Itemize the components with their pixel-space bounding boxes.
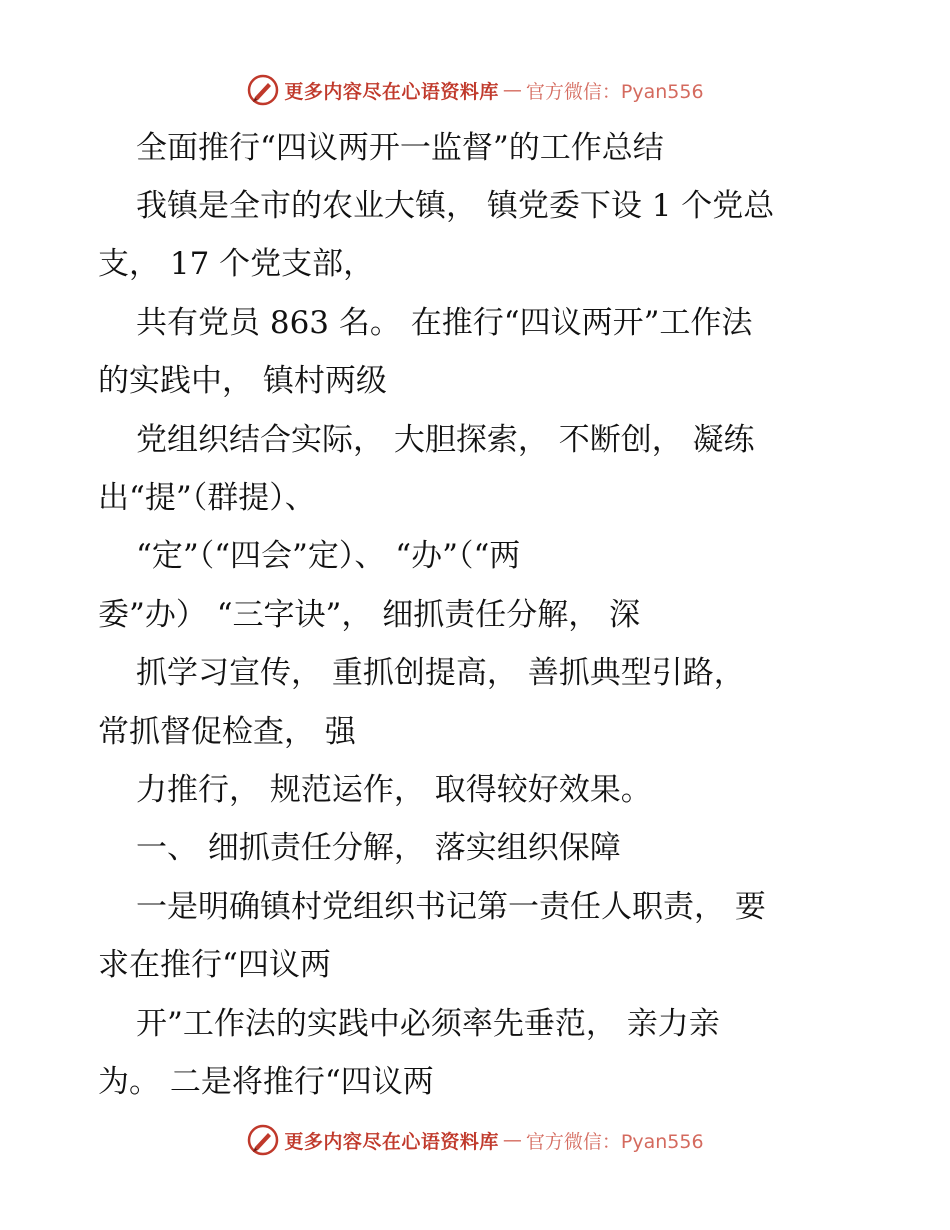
watermark-text: 更多内容尽在心语资料库: [284, 80, 499, 103]
text-line: 的实践中， 镇村两级: [98, 363, 387, 399]
text-line: 一是明确镇村党组织书记第一责任人职责， 要: [136, 889, 766, 925]
pen-logo-icon: [246, 1123, 280, 1157]
text-line: 我镇是全市的农业大镇， 镇党委下设 1 个党总: [136, 188, 775, 224]
text-line: 委”办） “三字诀”， 细抓责任分解， 深: [98, 597, 641, 633]
watermark-contact: 官方微信：Pyan556: [525, 1130, 704, 1153]
text-line: 共有党员 863 名。 在推行“四议两开”工作法: [136, 305, 753, 341]
watermark-separator: —: [502, 1129, 522, 1151]
text-line: 力推行， 规范运作， 取得较好效果。: [136, 772, 652, 808]
pen-logo-icon: [246, 73, 280, 107]
text-line: 常抓督促检查， 强: [98, 714, 356, 750]
watermark-text: 更多内容尽在心语资料库: [284, 1130, 499, 1153]
header-watermark-banner: [0, 70, 950, 110]
text-line: 党组织结合实际， 大胆探索， 不断创， 凝练: [136, 422, 755, 458]
text-line: 求在推行“四议两: [98, 947, 331, 983]
text-line: 为。 二是将推行“四议两: [98, 1064, 434, 1100]
text-line: 抓学习宣传， 重抓创提高， 善抓典型引路，: [136, 655, 745, 691]
section-heading: 一、 细抓责任分解， 落实组织保障: [136, 830, 621, 866]
watermark-separator: —: [502, 79, 522, 101]
text-line: “定”（“四会”定）、 “办”（“两: [136, 538, 521, 574]
footer-watermark-banner: [0, 1120, 950, 1160]
watermark-contact: 官方微信：Pyan556: [525, 80, 704, 103]
text-line: 支， 17 个党支部，: [98, 246, 375, 282]
text-line: 出“提”（群提）、: [98, 480, 316, 516]
document-title: 全面推行“四议两开一监督”的工作总结: [136, 130, 664, 166]
text-line: 开”工作法的实践中必须率先垂范， 亲力亲: [136, 1006, 720, 1042]
